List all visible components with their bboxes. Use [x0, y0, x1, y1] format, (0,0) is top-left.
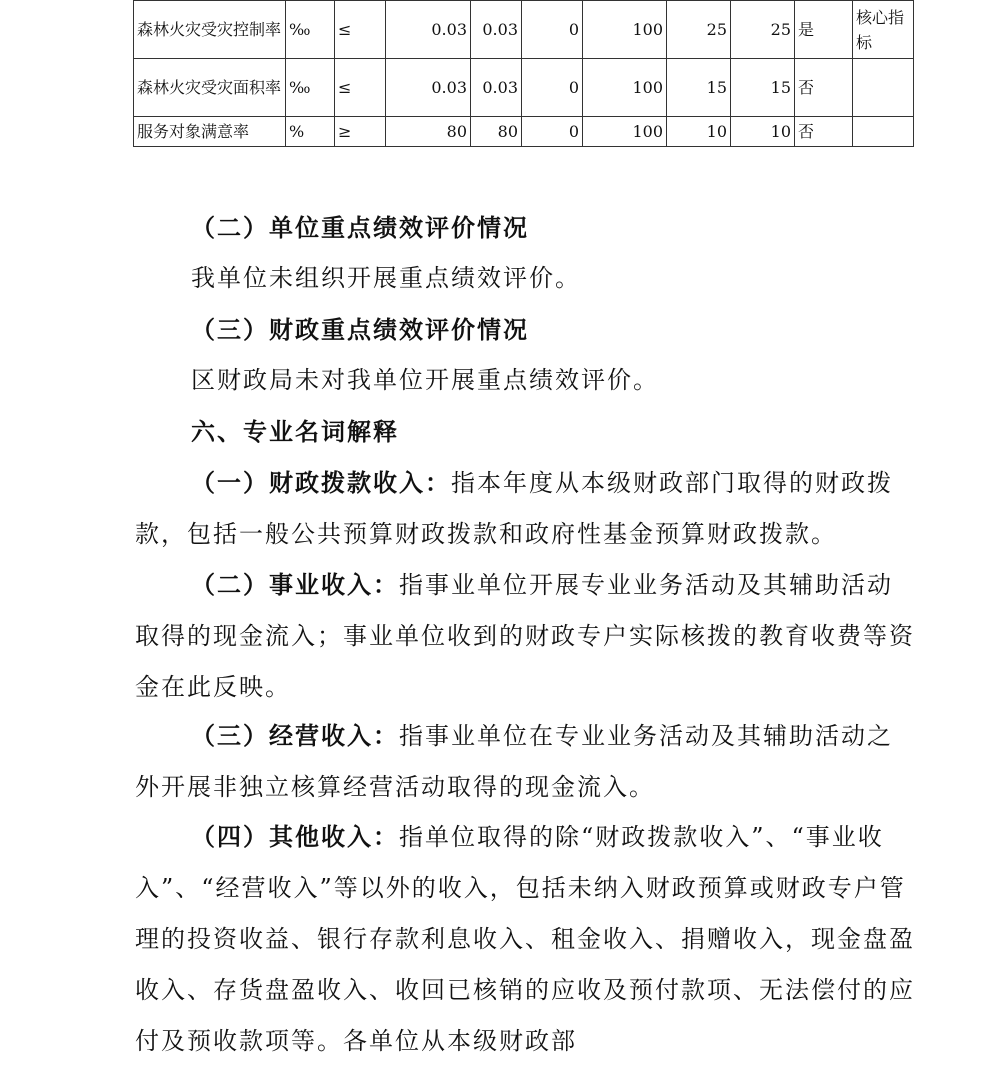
- indicator-name: 服务对象满意率: [134, 117, 286, 147]
- term-definition: 指本年度从本级财政部门取得的财政拨款，包括一般公共预算财政拨款和政府性基金预算财政拨款。: [135, 469, 893, 548]
- term-label: （三）经营收入：: [191, 721, 399, 750]
- indicator-operator: ≤: [335, 1, 386, 59]
- term-label: （二）事业收入：: [191, 570, 399, 599]
- weight-value: 10: [667, 117, 731, 147]
- completion-rate: 100: [583, 1, 667, 59]
- completion-rate: 100: [583, 117, 667, 147]
- indicator-name: 森林火灾受灾面积率: [134, 59, 286, 117]
- completion-rate: 100: [583, 59, 667, 117]
- section-heading-finance-evaluation: （三）财政重点绩效评价情况: [191, 315, 529, 344]
- indicator-unit: ‰: [286, 1, 335, 59]
- score-value: 25: [731, 1, 795, 59]
- remark: [853, 117, 914, 147]
- deviation-value: 0: [522, 117, 583, 147]
- deviation-value: 0: [522, 1, 583, 59]
- term-definition: 指事业单位在专业业务活动及其辅助活动之外开展非独立核算经营活动取得的现金流入。: [135, 722, 893, 801]
- term-label: （一）财政拨款收入：: [191, 468, 451, 497]
- score-value: 15: [731, 59, 795, 117]
- glossary-term: [135, 457, 915, 560]
- indicator-unit: %: [286, 117, 335, 147]
- remark: 核心指标: [853, 1, 914, 59]
- term-label: （四）其他收入：: [191, 822, 399, 851]
- core-flag: 否: [795, 59, 853, 117]
- target-value: 0.03: [386, 1, 471, 59]
- actual-value: 0.03: [471, 1, 522, 59]
- target-value: 80: [386, 117, 471, 147]
- indicator-operator: ≤: [335, 59, 386, 117]
- weight-value: 25: [667, 1, 731, 59]
- actual-value: 0.03: [471, 59, 522, 117]
- term-definition: 指单位取得的除“财政拨款收入”、“事业收入”、“经营收入”等以外的收入，包括未纳入财政预算或财政专户管理的投资收益、银行存款利息收入、租金收入、捐赠收入，现金盘盈收入、存货盘盈收入、收回已核销的应收及预付款项、无法偿付的应付及预收款项等。各单位从本级财政部: [135, 823, 915, 1055]
- core-flag: 否: [795, 117, 853, 147]
- remark: [853, 59, 914, 117]
- table-row: [134, 1, 914, 59]
- core-flag: 是: [795, 1, 853, 59]
- weight-value: 15: [667, 59, 731, 117]
- performance-indicator-table: [133, 0, 914, 147]
- deviation-value: 0: [522, 59, 583, 117]
- glossary-term: [135, 811, 915, 1067]
- glossary-term: [135, 559, 915, 713]
- glossary-term: [135, 710, 915, 813]
- section-heading-glossary: 六、专业名词解释: [191, 417, 399, 446]
- section-body-key-evaluation: 我单位未组织开展重点绩效评价。: [191, 264, 581, 292]
- indicator-name: 森林火灾受灾控制率: [134, 1, 286, 59]
- table-row: [134, 59, 914, 117]
- term-definition: 指事业单位开展专业业务活动及其辅助活动取得的现金流入；事业单位收到的财政专户实际核拨的教育收费等资金在此反映。: [135, 571, 915, 701]
- score-value: 10: [731, 117, 795, 147]
- actual-value: 80: [471, 117, 522, 147]
- target-value: 0.03: [386, 59, 471, 117]
- section-heading-key-evaluation: （二）单位重点绩效评价情况: [191, 213, 529, 242]
- indicator-unit: ‰: [286, 59, 335, 117]
- indicator-operator: ≥: [335, 117, 386, 147]
- section-body-finance-evaluation: 区财政局未对我单位开展重点绩效评价。: [191, 366, 659, 394]
- table-row: [134, 117, 914, 147]
